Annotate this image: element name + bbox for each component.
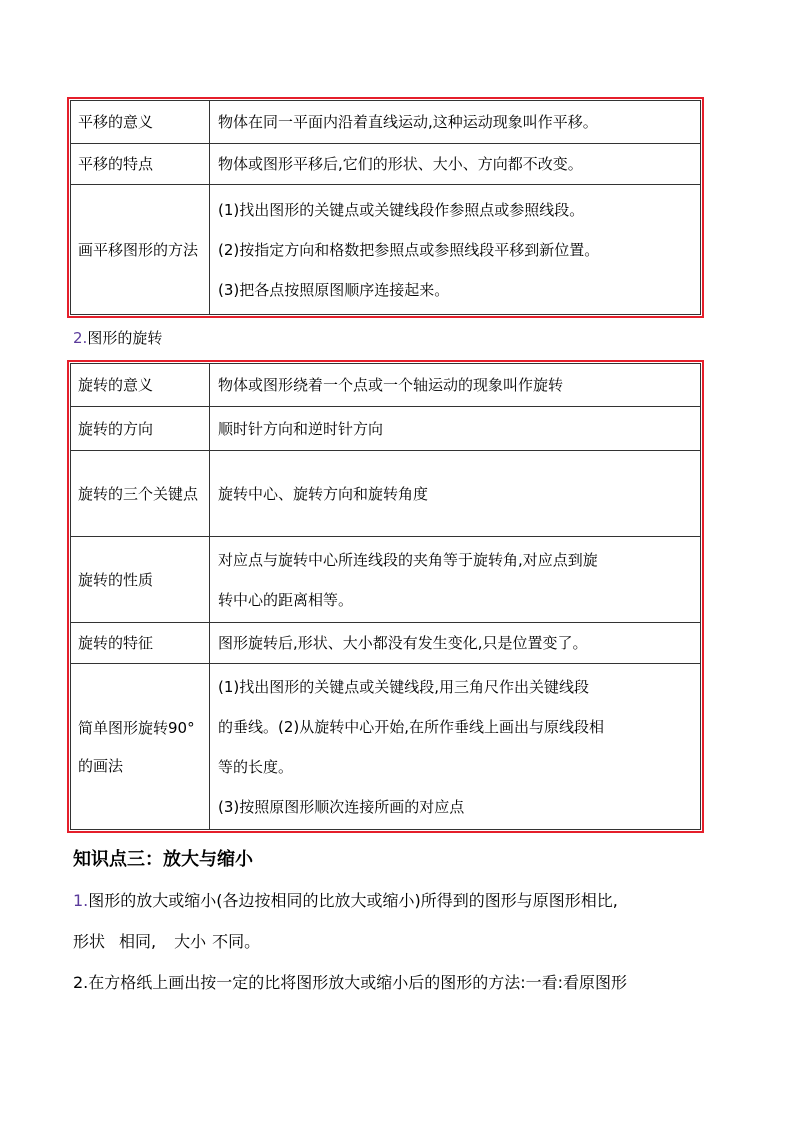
- term-cell: 旋转的特征: [71, 623, 210, 664]
- term-cell: 旋转的方向: [71, 407, 210, 451]
- desc-cell: 物体在同一平面内沿着直线运动,这种运动现象叫作平移。: [210, 101, 701, 144]
- translation-table: [70, 100, 701, 315]
- desc-cell: 图形旋转后,形状、大小都没有发生变化,只是位置变了。: [210, 623, 701, 664]
- term-cell: 平移的特点: [71, 144, 210, 185]
- term-cell: 简单图形旋转90°的画法: [71, 664, 210, 830]
- term-cell: 平移的意义: [71, 101, 210, 144]
- rotation-heading: 2.图形的旋转: [73, 329, 163, 347]
- desc-cell: 对应点与旋转中心所连线段的夹角等于旋转角,对应点到旋 转中心的距离相等。: [210, 537, 701, 623]
- term-cell: 旋转的意义: [71, 364, 210, 407]
- desc-cell: 物体或图形绕着一个点或一个轴运动的现象叫作旋转: [210, 364, 701, 407]
- desc-cell: (1)找出图形的关键点或关键线段作参照点或参照线段。 (2)按指定方向和格数把参照点或参照线段平移到新位置。 (3)把各点按照原图顺序连接起来。: [210, 185, 701, 315]
- term-cell: 旋转的三个关键点: [71, 451, 210, 537]
- term-cell: 画平移图形的方法: [71, 185, 210, 315]
- paragraph-1: 1.图形的放大或缩小(各边按相同的比放大或缩小)所得到的图形与原图形相比,: [73, 891, 618, 910]
- desc-cell: 旋转中心、旋转方向和旋转角度: [210, 451, 701, 537]
- desc-cell: (1)找出图形的关键点或关键线段,用三角尺作出关键线段 的垂线。(2)从旋转中心开始,在所作垂线上画出与原线段相 等的长度。 (3)按照原图形顺次连接所画的对应点: [210, 664, 701, 830]
- rotation-table: [70, 363, 701, 830]
- desc-cell: 顺时针方向和逆时针方向: [210, 407, 701, 451]
- paragraph-1-answer: 形状 相同, 大小 不同。: [73, 932, 261, 951]
- section-title: 知识点三：放大与缩小: [73, 849, 253, 869]
- desc-cell: 物体或图形平移后,它们的形状、大小、方向都不改变。: [210, 144, 701, 185]
- term-cell: 旋转的性质: [71, 537, 210, 623]
- paragraph-2: 2.在方格纸上画出按一定的比将图形放大或缩小后的图形的方法:一看:看原图形: [73, 973, 628, 992]
